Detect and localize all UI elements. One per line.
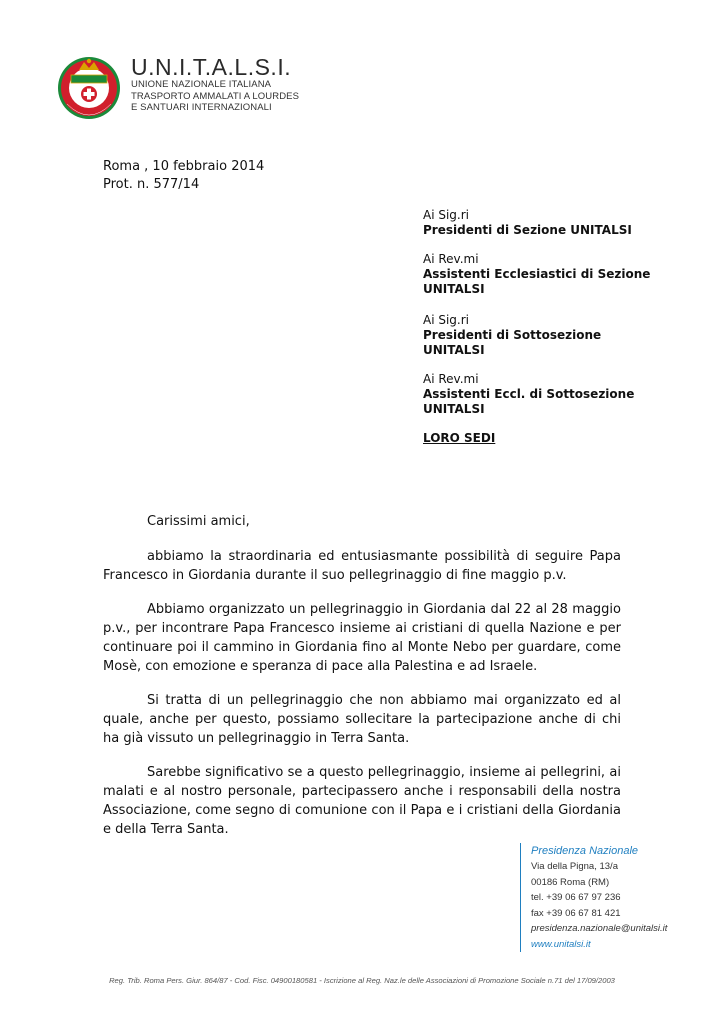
footer-fax: fax +39 06 67 81 421 (531, 907, 621, 919)
prot-line: Prot. n. 577/14 (103, 177, 200, 192)
letter-body (103, 512, 621, 854)
recipient-group (423, 252, 650, 297)
footer-website-link[interactable]: www.unitalsi.it (531, 938, 591, 950)
unitalsi-logo (55, 48, 123, 126)
recipient-line: Presidenti di Sottosezione (423, 328, 602, 342)
recipient-salutation: Ai Sig.ri (423, 313, 470, 327)
recipient-line: UNITALSI (423, 343, 485, 357)
footer-email-link[interactable]: presidenza.nazionale@unitalsi.it (531, 923, 668, 934)
footer-address: Via della Pigna, 13/a (531, 861, 618, 872)
letter-salutation: Carissimi amici, (147, 514, 250, 529)
recipient-line: UNITALSI (423, 282, 485, 296)
footer-city: 00186 Roma (RM) (531, 876, 610, 888)
recipient-group (423, 208, 650, 238)
org-header (131, 55, 299, 114)
footer-tel: tel. +39 06 67 97 236 (531, 892, 621, 903)
letter-paragraph: Sarebbe significativo se a questo pellegrinaggio, insieme ai pellegrini, ai malati e al nostro personale, partecipassero anche i responsabili della nostra Associazione, come segno di comunione con il Papa e i cristiani della Giordania e della Terra Santa. (103, 765, 621, 837)
recipient-salutation: Ai Rev.mi (423, 372, 479, 386)
date-block (103, 158, 264, 194)
date-line: Roma , 10 febbraio 2014 (103, 159, 265, 174)
recipient-salutation: Ai Sig.ri (423, 208, 470, 222)
org-subtitle-2: TRASPORTO AMMALATI A LOURDES (131, 90, 300, 102)
org-title: U.N.I.T.A.L.S.I. (131, 54, 292, 80)
recipient-salutation: Ai Rev.mi (423, 252, 479, 266)
letter-paragraph: Si tratta di un pellegrinaggio che non abbiamo mai organizzato ed al quale, anche per questo, possiamo sollecitare la partecipazione anche di chi ha già vissuto un pellegrinaggio in Terra Santa. (103, 693, 621, 746)
recipient-line: UNITALSI (423, 402, 485, 416)
letter-paragraph: Abbiamo organizzato un pellegrinaggio in Giordania dal 22 al 28 maggio p.v., per incontrare Papa Francesco insieme ai cristiani di quella Nazione e per continuare poi il cammino in Giordania fino al Monte Nebo per guardare, come Mosè, con emozione e speranza di pace alla Palestina e ad Israele. (103, 602, 621, 674)
recipient-line: Presidenti di Sezione UNITALSI (423, 223, 632, 237)
org-subtitle-1: UNIONE NAZIONALE ITALIANA (131, 79, 272, 90)
letter-paragraph: abbiamo la straordinaria ed entusiasmante possibilità di seguire Papa Francesco in Giordania durante il suo pellegrinaggio di fine maggio p.v. (103, 549, 621, 583)
recipient-group (423, 313, 650, 358)
loro-sedi: LORO SEDI (423, 431, 496, 445)
footer-title: Presidenza Nazionale (531, 845, 639, 857)
legal-footer: Reg. Trib. Roma Pers. Giur. 864/87 - Cod. Fisc. 04900180581 - Iscrizione al Reg. Naz.le delle Associazioni di Promozione Sociale n.71 del 17/09/2003 (109, 976, 615, 985)
recipients-block (423, 208, 650, 446)
footer-contact (520, 843, 667, 952)
recipient-line: Assistenti Ecclesiastici di Sezione (423, 267, 651, 281)
recipient-group (423, 372, 650, 417)
recipient-line: Assistenti Eccl. di Sottosezione (423, 387, 635, 401)
org-subtitle-3: E SANTUARI INTERNAZIONALI (131, 102, 272, 113)
